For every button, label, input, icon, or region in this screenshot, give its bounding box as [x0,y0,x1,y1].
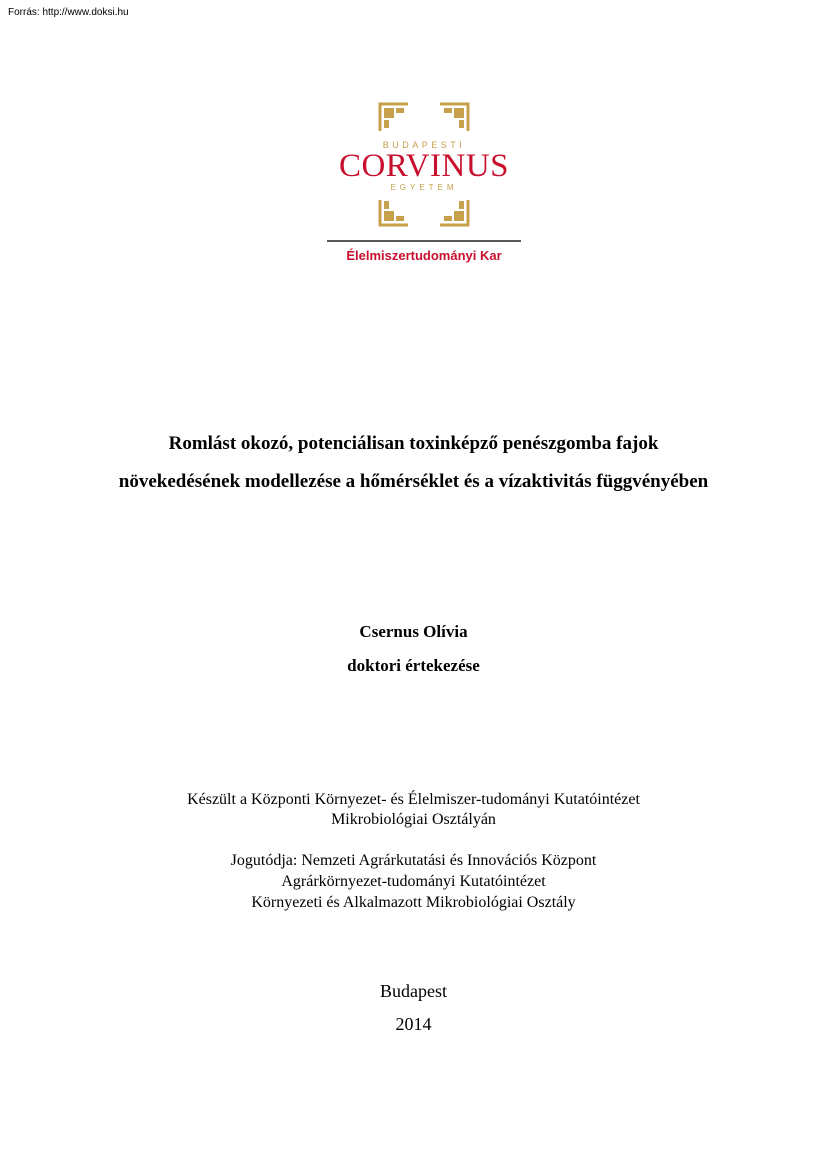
year: 2014 [395,1014,432,1034]
logo-faculty: Élelmiszertudományi Kar [346,248,502,263]
logo-top-text: BUDAPESTI [382,140,466,150]
place: Budapest [380,981,447,1001]
title-line-2: növekedésének modellezése a hőmérséklet és a vízaktivitás függvényében [118,471,709,492]
prepared-line-2: Mikrobiológiai Osztályán [331,811,496,828]
prepared-line-1: Készült a Központi Környezet- és Élelmiszer-tudományi Kutatóintézet [187,791,640,808]
source-label: Forrás: http://www.doksi.hu [8,7,129,18]
title-line-1: Romlást okozó, potenciálisan toxinképző penészgomba fajok [168,433,659,454]
author-name: Csernus Olívia [359,622,468,641]
successor-line-1: Jogutódja: Nemzeti Agrárkutatási és Innovációs Központ [230,852,597,869]
logo-name: CORVINUS [338,148,510,184]
logo-bottom-text: EGYETEM [390,183,458,192]
successor-line-2: Agrárkörnyezet-tudományi Kutatóintézet [281,873,546,890]
university-logo [318,98,530,268]
author-subtitle: doktori értekezése [347,656,480,675]
successor-line-3: Környezeti és Alkalmazott Mikrobiológiai Osztály [251,894,576,911]
